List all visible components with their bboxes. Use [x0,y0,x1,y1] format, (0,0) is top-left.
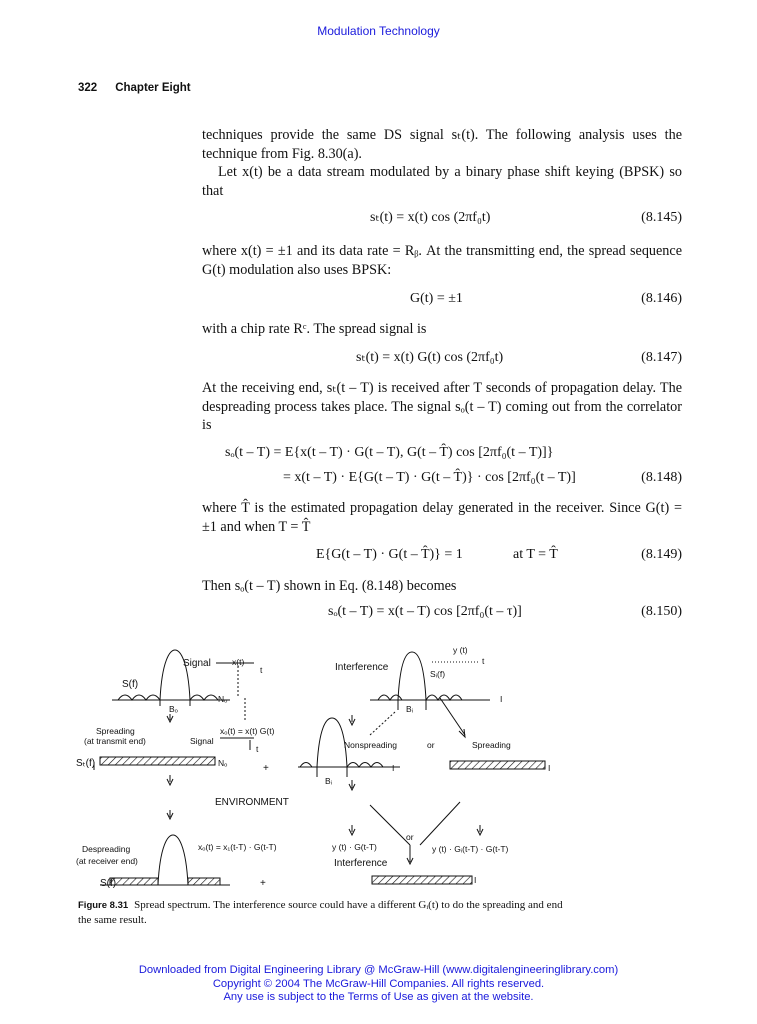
equation-8-150: sₒ(t – T) = x(t – T) cos [2πf₀(t – τ)] [328,604,522,619]
fig-label-stf: Sₜ(f) [76,758,96,769]
fig-label-spreading2: Spreading [472,740,511,750]
fig-label-bi2: Bᵢ [325,776,333,786]
fig-label-signal2: Signal [190,736,214,746]
fig-label-ygitt: y (t) · Gᵢ(t-T) · G(t-T) [432,844,509,854]
fig-label-yt: y (t) [453,645,468,655]
equation-8-145: sₜ(t) = x(t) cos (2πf₀t) [370,210,491,225]
fig-label-no: Nₒ [218,694,228,704]
fig-label-xt: x(t) [232,657,245,667]
fig-label-at-receiver: (at receiver end) [76,856,138,866]
equation-8-148-line2: = x(t – T) · E{G(t – T) · G(t – T̂)} · cos [2πf₀(t – T)] [283,470,576,485]
fig-label-bar-i2: I [392,763,395,773]
fig-label-interference2: Interference [334,858,388,869]
fig-label-plus2: + [260,878,266,889]
chapter-heading [78,82,209,94]
footer-download-link[interactable]: Downloaded from Digital Engineering Library @ McGraw-Hill (www.digitalengineeringlibrary.com) [138,964,619,976]
page-number: 322 [78,82,98,94]
fig-label-xo-eq: xₒ(t) = x(t) G(t) [220,726,275,736]
fig-label-environment: ENVIRONMENT [215,797,289,808]
paragraph-3: where x(t) = ±1 and its data rate = Rᵦ. At the transmitting end, the spread sequence G(t) modulation also uses BPSK: [202,243,682,278]
equation-number-8-147: (8.147) [641,350,682,365]
paragraph-6: where T̂ is the estimated propagation delay generated in the receiver. Since G(t) = ±1 and when T = T̂ [202,500,682,535]
equation-number-8-146: (8.146) [641,291,682,306]
rx-signal-lobe [158,835,188,885]
fig-label-no2: Nₒ [218,758,228,768]
equation-number-8-145: (8.145) [641,210,682,225]
tx-spread-bar [100,757,215,765]
fig-label-interference: Interference [335,662,389,673]
equation-8-148-line1: sₒ(t – T) = E{x(t – T) · G(t – T), G(t – T̂) cos [2πf₀(t – T)]} [225,445,554,460]
fig-label-ygtt: y (t) · G(t-T) [332,842,377,852]
fig-label-bc: Bₒ [169,704,178,714]
fig-label-at-transmit: (at transmit end) [84,736,146,746]
paragraph-7: Then sₒ(t – T) shown in Eq. (8.148) becomes [202,578,457,594]
figure-caption-text: Spread spectrum. The interference source could have a different Gᵢ(t) to do the spreading and end the same result. [78,899,563,926]
paragraph-5: At the receiving end, sₜ(t – T) is received after T seconds of propagation delay. The despreading process takes place. The signal sₒ(t – T) coming out from the correlator is [202,380,682,433]
fig-label-t: t [260,665,263,675]
fig-label-t3: t [482,656,485,666]
fig-label-xo-eq2: xₒ(t) = x₁(t-T) · G(t-T) [198,842,277,852]
equation-8-146: G(t) = ±1 [410,291,463,306]
equation-8-149: E{G(t – T) · G(t – T̂)} = 1 [316,547,463,562]
footer [0,964,757,1005]
running-header: Modulation Technology [317,24,440,38]
fig-label-sf: S(f) [122,679,139,690]
equation-8-149-condition: at T = T̂ [513,547,558,562]
equation-8-147: sₜ(t) = x(t) G(t) cos (2πf₀t) [356,350,504,365]
equation-number-8-149: (8.149) [641,547,682,562]
chapter-title: Chapter Eight [115,82,191,94]
fig-label-or: or [427,740,435,750]
interference-lobe [398,652,426,700]
figure-caption-label: Figure 8.31 [78,900,129,911]
figure-caption [78,898,568,927]
spread-spectrum-figure [70,640,690,895]
fig-label-or2: or [406,832,414,842]
footer-copyright: Copyright © 2004 The McGraw-Hill Companies. All rights reserved. [212,977,545,990]
fig-label-sif: Sᵢ(f) [430,669,446,679]
paragraph-4: with a chip rate Rᶜ. The spread signal is [202,321,427,337]
fig-label-nonspreading: Nonspreading [344,740,397,750]
rx-interference-bar [372,876,472,884]
fig-label-bar-i4: I [474,875,477,885]
tx-sidelobes [118,695,218,700]
fig-label-spreading: Spreading [96,726,135,736]
fig-label-despreading: Despreading [82,844,131,854]
fig-label-sf2: S(f) [100,878,117,889]
paragraph-1: techniques provide the same DS signal sₜ(t). The following analysis uses the technique from Fig. 8.30(a). [202,127,682,162]
fig-label-bar-i3: I [548,763,551,773]
fig-label-t2: t [256,744,259,754]
fig-label-signal: Signal [183,658,211,669]
paragraph-2: Let x(t) be a data stream modulated by a binary phase shift keying (BPSK) so that [202,164,682,199]
fig-label-bi: Bᵢ [406,704,414,714]
fig-label-plus: + [263,763,269,774]
equation-number-8-148: (8.148) [641,470,682,485]
fig-label-bar-i1: I [500,694,503,704]
footer-terms-link[interactable]: Any use is subject to the Terms of Use as given at the website. [223,991,534,1003]
equation-number-8-150: (8.150) [641,604,682,619]
